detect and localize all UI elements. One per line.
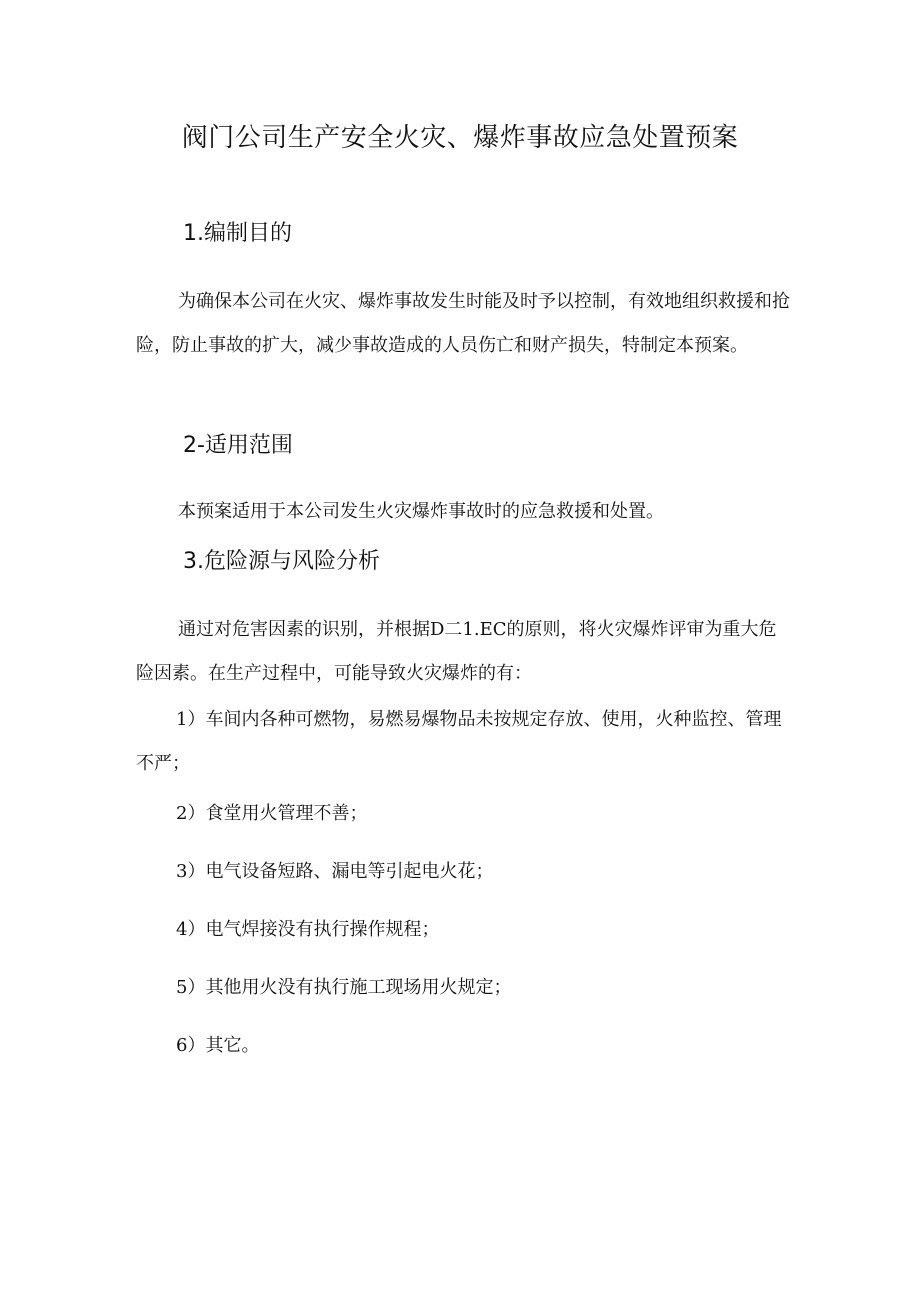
list-item: 5）其他用火没有执行施工现场用火规定； [176, 977, 512, 998]
list-item: 3）电气设备短路、漏电等引起电火花； [176, 861, 494, 882]
list-item: 1）车间内各种可燃物，易燃易爆物品未按规定存放、使用，火种监控、管理不严； [136, 709, 782, 774]
list-item: 2）食堂用火管理不善； [176, 803, 368, 824]
list-item: 6）其它。 [176, 1035, 260, 1056]
section-heading-scope: 2-适用范围 [183, 433, 293, 458]
list-item: 4）电气焊接没有执行操作规程； [176, 919, 440, 940]
section-heading-risk: 3.危险源与风险分析 [183, 549, 380, 574]
document-title: 阀门公司生产安全火灾、爆炸事故应急处置预案 [181, 123, 739, 153]
section-paragraph-risk: 通过对危害因素的识别，并根据D二1.EC的原则，将火灾爆炸评审为重大危险因素。在生产过程中，可能导致火灾爆炸的有： [136, 619, 777, 684]
section-paragraph-scope: 本预案适用于本公司发生火灾爆炸事故时的应急救援和处置。 [178, 501, 664, 522]
section-paragraph-purpose: 为确保本公司在火灾、爆炸事故发生时能及时予以控制，有效地组织救援和抢险，防止事故的扩大，减少事故造成的人员伤亡和财产损失，特制定本预案。 [136, 291, 790, 356]
section-heading-purpose: 1.编制目的 [183, 221, 292, 246]
